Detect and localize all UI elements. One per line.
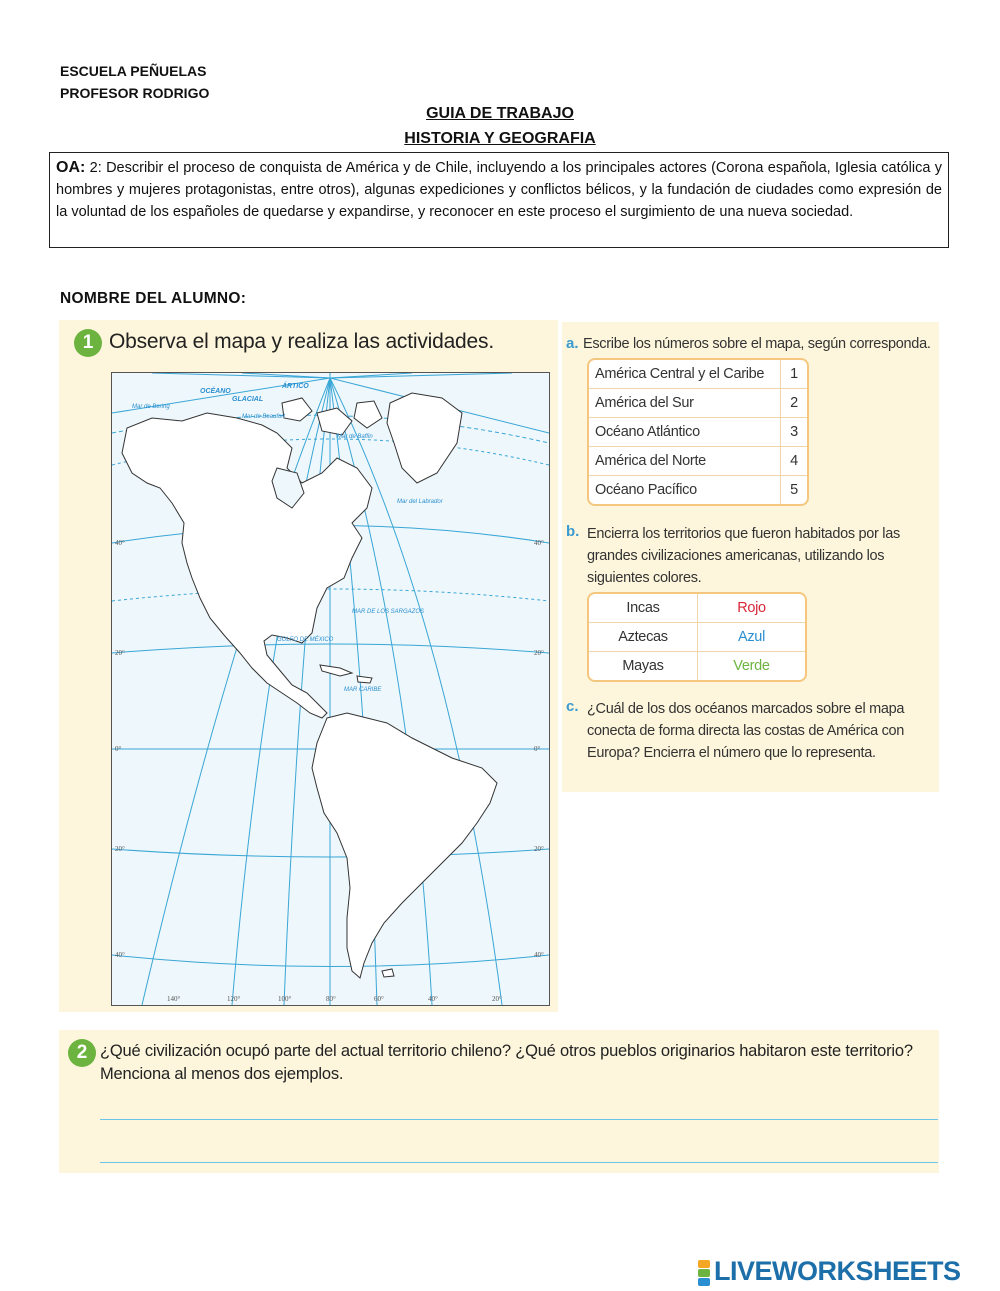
regions-table — [587, 358, 809, 506]
label-sargazos: MAR DE LOS SARGAZOS — [352, 609, 425, 615]
label-artico: ÁRTICO — [282, 383, 309, 390]
worksheet-title: GUIA DE TRABAJO — [426, 105, 574, 122]
region-number: 1 — [780, 360, 807, 389]
civilizations-table-row — [589, 594, 805, 623]
lat-20s-right: 20° — [534, 845, 544, 853]
answer-line-1[interactable] — [100, 1119, 938, 1120]
greenland-shape — [387, 393, 462, 483]
lon-40: 40° — [428, 995, 438, 1003]
regions-table-row — [589, 389, 807, 418]
question-a — [566, 333, 934, 355]
region-number: 2 — [780, 389, 807, 418]
objective-label: OA: — [56, 159, 86, 176]
falklands-shape — [382, 969, 394, 977]
region-name: América Central y el Caribe — [589, 360, 780, 389]
label-oceano: OCÉANO — [200, 388, 231, 395]
school-name: ESCUELA PEÑUELAS — [60, 63, 207, 79]
region-name: Océano Atlántico — [589, 418, 780, 447]
civilization-name: Aztecas — [589, 623, 697, 652]
lon-100: 100° — [278, 995, 292, 1003]
label-labrador: Mar del Labrador — [397, 499, 443, 505]
america-map[interactable] — [111, 372, 550, 1006]
lon-20: 20° — [492, 995, 502, 1003]
region-name: América del Sur — [589, 389, 780, 418]
meridian-ray-d — [330, 373, 512, 378]
worksheet-subject: HISTORIA Y GEOGRAFIA — [404, 130, 596, 147]
lon-60: 60° — [374, 995, 384, 1003]
activity2-question: ¿Qué civilización ocupó parte del actual territorio chileno? ¿Qué otros pueblos originarios habitaron este territorio? Menciona al menos dos ejemplos. — [100, 1042, 913, 1083]
america-map-svg — [112, 373, 549, 1005]
lat-20s-left: 20° — [115, 845, 125, 853]
label-glacial: GLACIAL — [232, 396, 264, 403]
south-america-shape — [312, 713, 497, 978]
lon-140: 140° — [167, 995, 181, 1003]
lat-40s-left: 40° — [115, 951, 125, 959]
civilizations-table — [587, 592, 807, 682]
civilizations-table-row — [589, 623, 805, 652]
activity1-title: Observa el mapa y realiza las actividades. — [109, 330, 494, 353]
civilization-color: Rojo — [697, 594, 805, 623]
question-b-text: Encierra los territorios que fueron habitados por las grandes civilizaciones americanas, utilizando los siguientes colores. — [587, 526, 900, 586]
civilization-color: Verde — [697, 652, 805, 680]
teacher-name: PROFESOR RODRIGO — [60, 85, 210, 101]
question-c — [566, 698, 911, 764]
arctic-island-3 — [354, 401, 382, 428]
regions-table-row — [589, 418, 807, 447]
objective-box — [49, 152, 949, 248]
lat-0-left: 0° — [115, 745, 122, 753]
lat-40s-right: 40° — [534, 951, 544, 959]
activity1-number: 1 — [74, 329, 102, 357]
lat-20n-right: 20° — [534, 649, 544, 657]
answer-line-2[interactable] — [100, 1162, 938, 1163]
label-beaufort: Mar de Beaufort — [242, 414, 286, 420]
activity2-number: 2 — [68, 1039, 96, 1067]
landmasses — [122, 393, 497, 978]
student-name-label: NOMBRE DEL ALUMNO: — [60, 290, 247, 307]
label-bering: Mar de Bering — [132, 404, 170, 410]
region-number: 3 — [780, 418, 807, 447]
question-c-letter: c. — [566, 698, 579, 715]
region-number: 5 — [780, 476, 807, 504]
question-a-text: Escribe los números sobre el mapa, según corresponda. — [582, 336, 931, 352]
arctic-island-1 — [282, 398, 312, 421]
region-number: 4 — [780, 447, 807, 476]
civilizations-table-row — [589, 652, 805, 680]
question-b — [566, 523, 906, 589]
regions-table-row — [589, 476, 807, 504]
hispaniola-shape — [357, 676, 372, 683]
lat-40n-right: 40° — [534, 539, 544, 547]
civilization-name: Incas — [589, 594, 697, 623]
meridian-ray-a — [152, 373, 330, 378]
region-name: América del Norte — [589, 447, 780, 476]
logo-blocks-icon — [698, 1259, 710, 1287]
label-baffin: Mar de Baffin — [337, 434, 373, 440]
civilization-name: Mayas — [622, 658, 664, 674]
question-a-letter: a. — [566, 335, 579, 352]
lat-20n-left: 20° — [115, 649, 125, 657]
school-header — [60, 60, 209, 104]
label-caribe: MAR CARIBE — [344, 687, 382, 693]
cuba-shape — [320, 665, 352, 676]
region-name: Océano Pacífico — [595, 482, 697, 498]
regions-table-row — [589, 360, 807, 389]
lat-40n-left: 40° — [115, 539, 125, 547]
logo-text: LIVEWORKSHEETS — [714, 1256, 961, 1286]
question-c-text: ¿Cuál de los dos océanos marcados sobre el mapa conecta de forma directa las costas de América con Europa? Encierra el número que lo representa. — [587, 701, 905, 761]
lon-80: 80° — [326, 995, 336, 1003]
question-b-letter: b. — [566, 523, 580, 540]
objective-text: 2: Describir el proceso de conquista de América y de Chile, incluyendo a los principales actores (Corona española, Iglesia católica y hombres y mujeres protagonistas, entre otros), algunas expediciones y conflictos bélicos, y la fundación de ciudades como expresión de la voluntad de los españoles de quedarse y expandirse, y reconocer en este proceso el surgimiento de una nueva sociedad. — [56, 160, 942, 220]
lat-0-right: 0° — [534, 745, 541, 753]
label-golfo: GOLFO DE MÉXICO — [277, 637, 334, 643]
lon-120: 120° — [227, 995, 241, 1003]
regions-table-row — [589, 447, 807, 476]
civilization-color: Azul — [697, 623, 805, 652]
liveworksheets-logo — [698, 1256, 961, 1287]
